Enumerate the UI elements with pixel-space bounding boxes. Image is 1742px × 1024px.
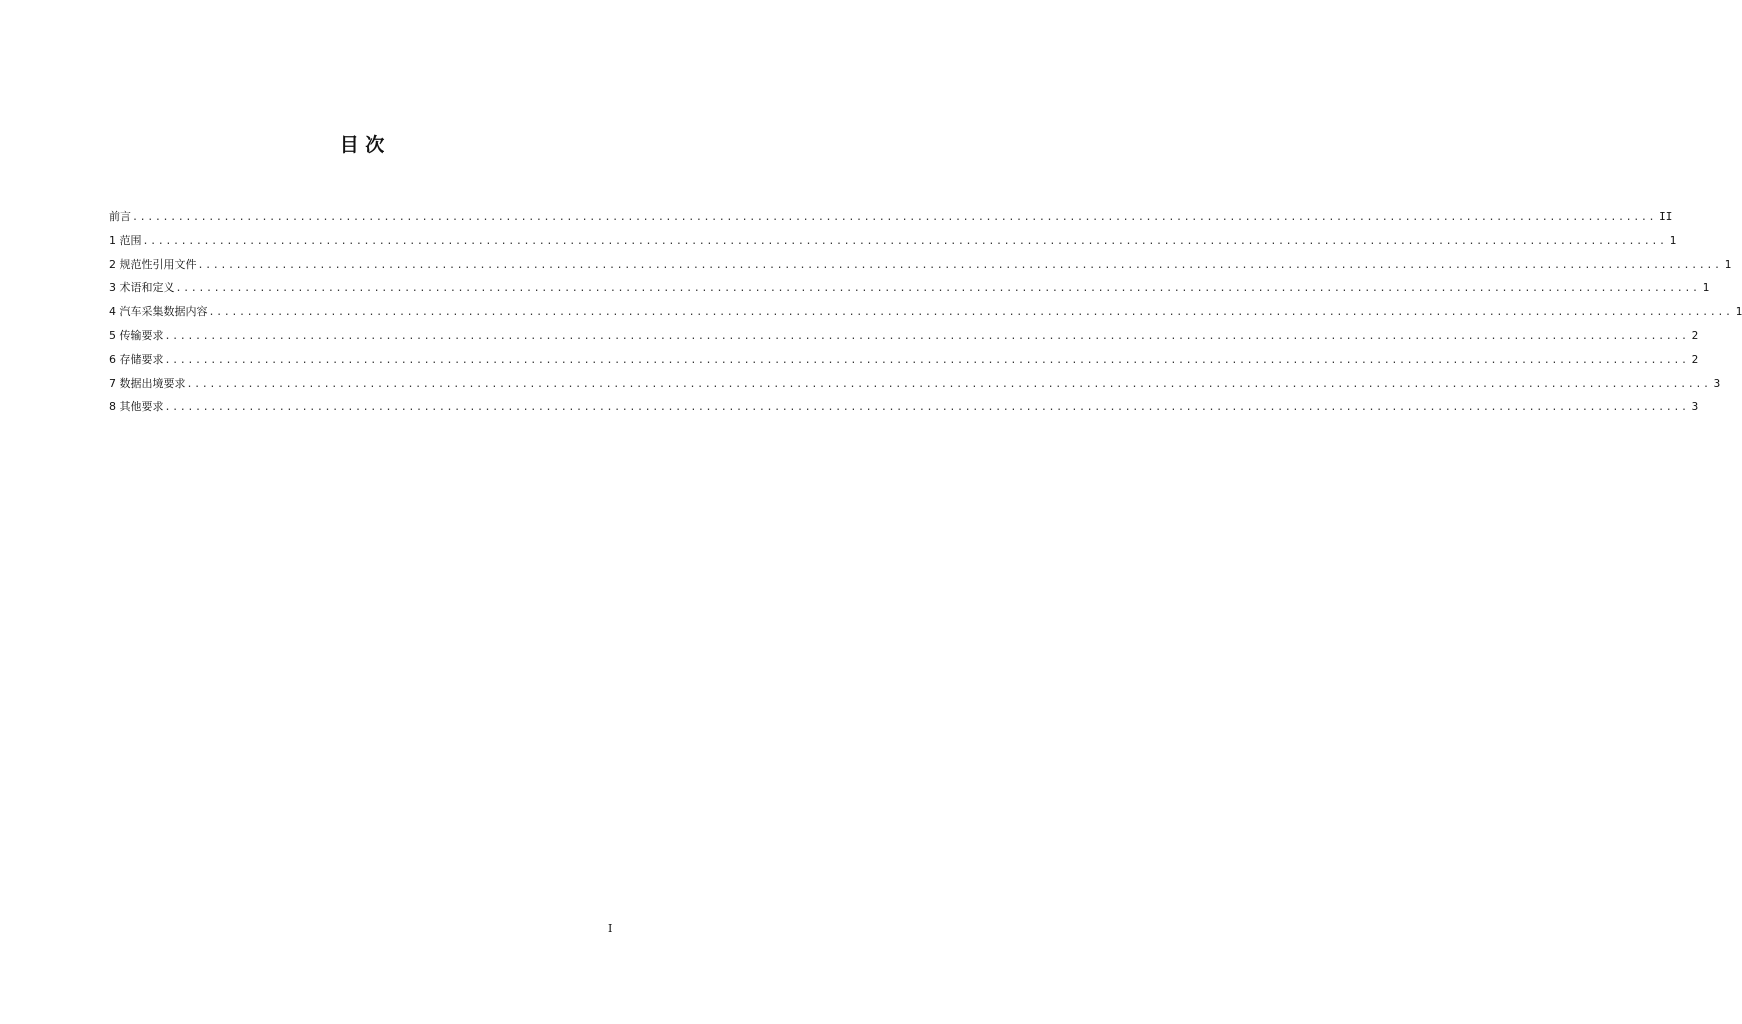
toc-entry-page: 1: [1724, 257, 1732, 271]
toc-entry[interactable]: [109, 257, 1732, 281]
toc-leader-dots: ........................................................................................................................................................................................................: [175, 283, 1700, 295]
toc-leader-dots: ........................................................................................................................................................................................................: [164, 330, 1689, 342]
toc-entry-label: 6 存储要求: [109, 352, 164, 366]
toc-entry[interactable]: [109, 399, 1699, 423]
page-number: I: [608, 922, 613, 935]
toc-entry-page: 1: [1735, 305, 1742, 319]
toc-leader-dots: ........................................................................................................................................................................................................: [132, 212, 1657, 223]
toc-entry-page: II: [1659, 210, 1673, 223]
toc-entry-label: 3 术语和定义: [109, 281, 175, 295]
toc-entry[interactable]: [109, 209, 1673, 233]
toc-entry-label: 7 数据出境要求: [109, 376, 186, 390]
toc-leader-dots: ........................................................................................................................................................................................................: [164, 354, 1689, 366]
toc-entry-label: 1 范围: [109, 233, 142, 247]
toc-entry-label: 2 规范性引用文件: [109, 257, 197, 271]
toc-leader-dots: ........................................................................................................................................................................................................: [197, 259, 1722, 271]
toc-entry[interactable]: [109, 328, 1699, 352]
toc-title: 目 次: [339, 134, 385, 156]
toc-leader-dots: ........................................................................................................................................................................................................: [142, 235, 1667, 247]
table-of-contents: [109, 209, 1742, 423]
toc-entry-label: 4 汽车采集数据内容: [109, 305, 208, 319]
toc-entry-page: 3: [1691, 400, 1699, 414]
toc-entry-label: 8 其他要求: [109, 400, 164, 414]
toc-entry-label: 前言: [109, 210, 131, 223]
toc-entry[interactable]: [109, 233, 1677, 257]
toc-entry-page: 1: [1669, 233, 1677, 247]
toc-entry[interactable]: [109, 352, 1699, 376]
toc-entry-page: 2: [1691, 328, 1699, 342]
toc-entry-page: 2: [1691, 352, 1699, 366]
toc-entry-label: 5 传输要求: [109, 328, 164, 342]
toc-entry-page: 3: [1713, 376, 1721, 390]
toc-leader-dots: ........................................................................................................................................................................................................: [208, 307, 1733, 319]
toc-entry[interactable]: [109, 280, 1710, 304]
toc-entry[interactable]: [109, 304, 1742, 328]
toc-entry[interactable]: [109, 376, 1721, 400]
toc-leader-dots: ........................................................................................................................................................................................................: [164, 402, 1689, 414]
toc-leader-dots: ........................................................................................................................................................................................................: [186, 378, 1711, 390]
toc-entry-page: 1: [1702, 281, 1710, 295]
